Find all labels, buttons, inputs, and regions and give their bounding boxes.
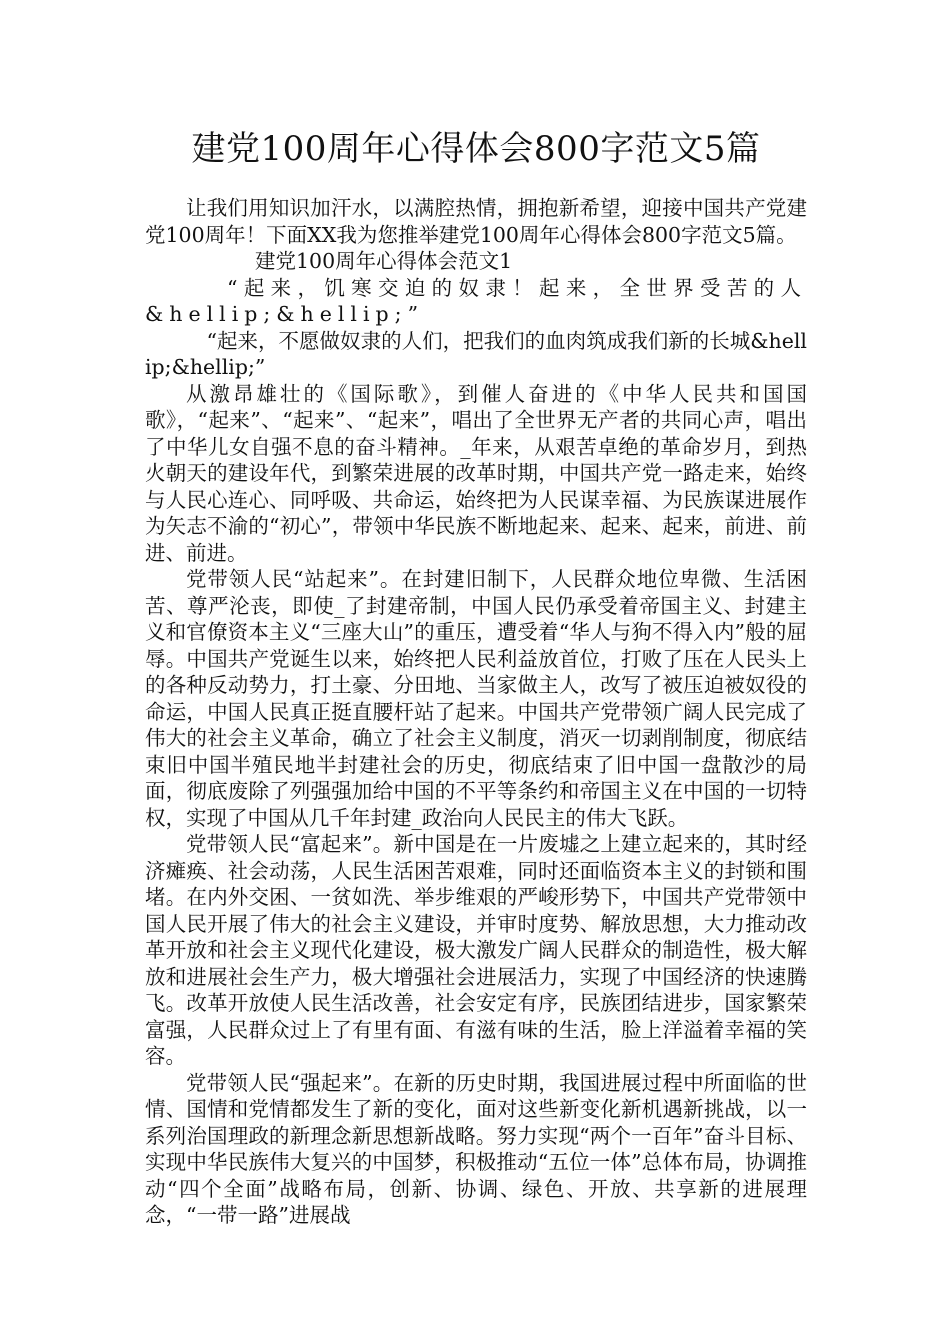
- section-title: 建党100周年心得体会范文1: [255, 249, 513, 273]
- quote-national-anthem: “起来，不愿做奴隶的人们，把我们的血肉筑成我们新的长城&hellip;&hellip;”: [145, 328, 807, 379]
- intro-paragraph: 让我们用知识加汗水，以满腔热情，拥抱新希望，迎接中国共产党建党100周年！下面XX我为您推举建党100周年心得体会800字范文5篇。: [145, 196, 807, 247]
- body-paragraph-3: 党带领人民“富起来”。新中国是在一片废墟之上建立起来的，其时经济瘫痪、社会动荡，人民生活困苦艰难，同时还面临资本主义的封锁和围堵。在内外交困、一贫如洗、举步维艰的严峻形势下，中国共产党带领中国人民开展了伟大的社会主义建设，并审时度势、解放思想，大力推动改革开放和社会主义现代化建设，极大激发广阔人民群众的制造性，极大解放和进展社会生产力，极大增强社会进展活力，实现了中国经济的快速腾飞。改革开放使人民生活改善，社会安定有序，民族团结进步，国家繁荣富强，人民群众过上了有里有面、有滋有味的生活，脸上洋溢着幸福的笑容。: [145, 832, 807, 1068]
- quote-internationale: “起来，饥寒交迫的奴隶！起来，全世界受苦的人&hellip;&hellip;”: [145, 275, 807, 326]
- body-paragraph-4: 党带领人民“强起来”。在新的历史时期，我国进展过程中所面临的世情、国情和党情都发生了新的变化，面对这些新变化新机遇新挑战，以一系列治国理政的新理念新思想新战略。努力实现“两个一百年”奋斗目标、实现中华民族伟大复兴的中国梦，积极推动“五位一体”总体布局，协调推动“四个全面”战略布局，创新、协调、绿色、开放、共享新的进展理念，“一带一路”进展战: [145, 1070, 807, 1227]
- document-title: 建党100周年心得体会800字范文5篇: [191, 129, 761, 169]
- body-paragraph-1: 从激昂雄壮的《国际歌》，到催人奋进的《中华人民共和国国歌》，“起来”、“起来”、“起来”，唱出了全世界无产者的共同心声，唱出了中华儿女自强不息的奋斗精神。_年来，从艰苦卓绝的革命岁月，到热火朝天的建设年代，到繁荣进展的改革时期，中国共产党一路走来，始终与人民心连心、同呼吸、共命运，始终把为人民谋幸福、为民族谋进展作为矢志不渝的“初心”，带领中华民族不断地起来、起来、起来，前进、前进、前进。: [145, 381, 807, 565]
- document-page: [145, 125, 807, 1229]
- body-paragraph-2: 党带领人民“站起来”。在封建旧制下，人民群众地位卑微、生活困苦、尊严沦丧，即使_了封建帝制，中国人民仍承受着帝国主义、封建主义和官僚资本主义“三座大山”的重压，遭受着“华人与狗不得入内”般的屈辱。中国共产党诞生以来，始终把人民利益放首位，打败了压在人民头上的各种反动势力，打土豪、分田地、当家做主人，改写了被压迫被奴役的命运，中国人民真正挺直腰杆站了起来。中国共产党带领广阔人民完成了伟大的社会主义革命，确立了社会主义制度，消灭一切剥削制度，彻底结束旧中国半殖民地半封建社会的历史，彻底结束了旧中国一盘散沙的局面，彻底废除了列强强加给中国的不平等条约和帝国主义在中国的一切特权，实现了中国从几千年封建_政治向人民民主的伟大飞跃。: [145, 567, 807, 830]
